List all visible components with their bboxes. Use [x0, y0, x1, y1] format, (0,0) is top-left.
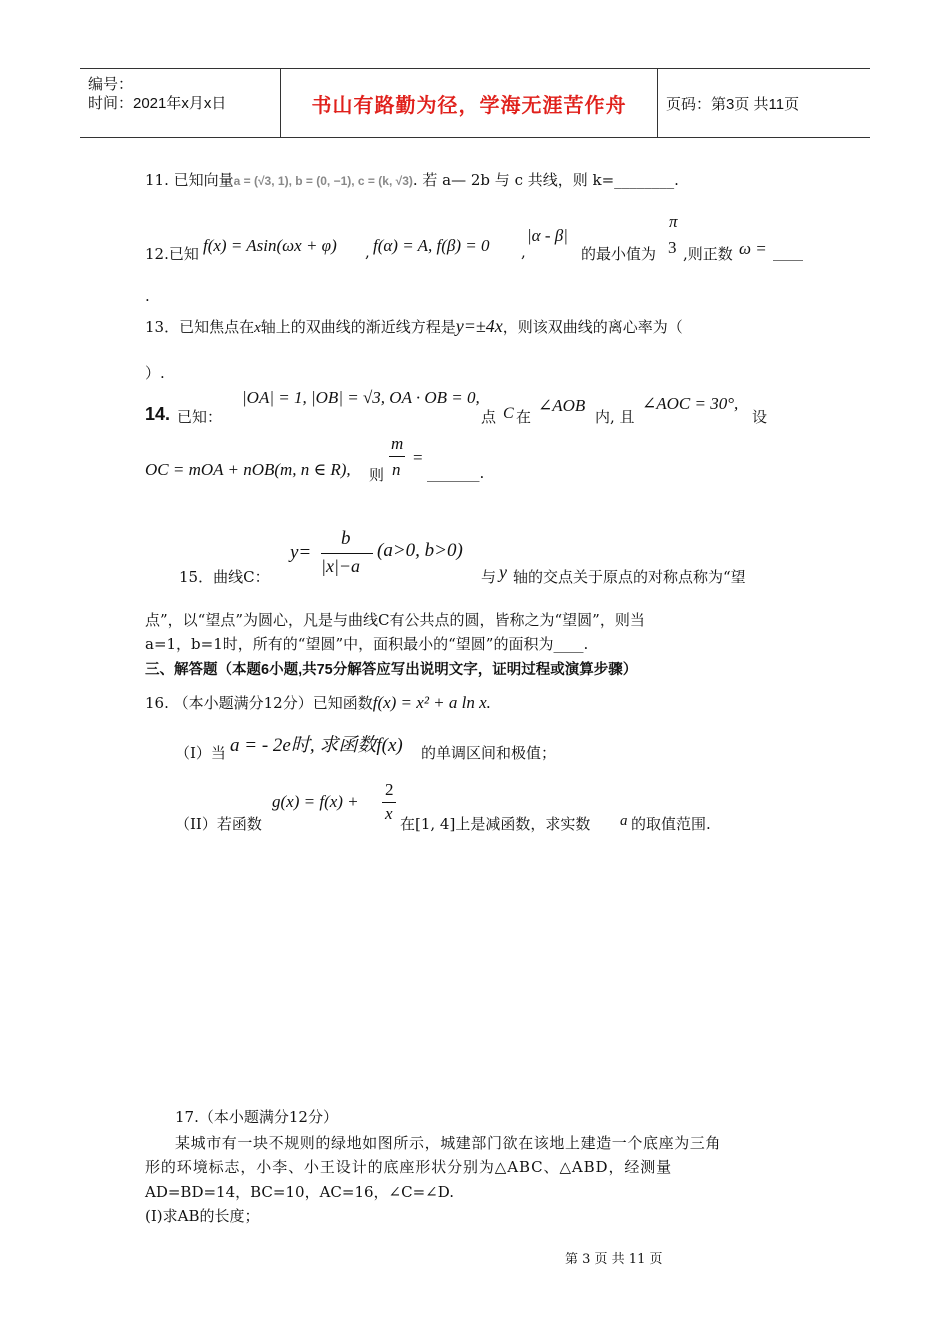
q14-frac-bar [389, 456, 405, 457]
q15-y: y= [290, 542, 312, 563]
q15-prefix: 15．曲线C： [179, 568, 270, 586]
q16-g-num: 2 [385, 780, 394, 799]
q17-line2: 形的环境标志，小李、小王设计的底座形状分别为△ABC、△ABD，经测量 [145, 1158, 673, 1176]
q15-mid: 与 [481, 568, 497, 586]
q14-known: 已知： [177, 408, 223, 426]
q16-g-den: x [385, 804, 393, 823]
q14-set: 设 [752, 408, 768, 426]
q11-vectors: a = (√3, 1), b = (0, −1), c = (k, √3) [233, 174, 413, 188]
question-13 [145, 316, 683, 337]
page-footer: 第 3 页 共 11 页 [565, 1252, 663, 1267]
q14-cond: |OA| = 1, |OB| = √3, OA · OB = 0, [242, 388, 480, 407]
q13-x: x [254, 320, 261, 336]
q11-suffix: . 若 a— 2b 与 c 共线，则 k=________. [412, 171, 679, 189]
q16-p1-prefix: （I）当 [175, 744, 226, 762]
q16-prefix: 16. （本小题满分12分）已知函数 [145, 694, 373, 712]
q14-angle: ∠AOB [538, 396, 586, 415]
header-table [80, 68, 870, 138]
q12-abs: |α - β| [527, 226, 568, 245]
q12-mid: 的最小值为 [581, 245, 657, 263]
q13-line1-c: ，则该双曲线的离心率为（ [502, 318, 683, 336]
q16-func: f(x) = x² + a ln x. [372, 693, 491, 712]
q15-tail: 轴的交点关于原点的对称点称为“望 [513, 568, 746, 586]
q16-p2-tail: 的取值范围. [631, 815, 711, 833]
q16-g-def: g(x) = f(x) + [272, 792, 359, 811]
q12-dot: . [145, 287, 150, 305]
q14-angle2: ∠AOC = 30°, [642, 394, 739, 413]
q12-prefix: 12.已知 [145, 245, 199, 263]
q15-cond: (a>0, b>0) [377, 540, 463, 561]
q12-pi: π [669, 212, 678, 231]
q15-frac-bar [321, 553, 373, 554]
q14-then: 则 [369, 466, 385, 484]
q16-p2-a: a [620, 813, 628, 829]
motto: 书山有路勤为径，学海无涯苦作舟 [281, 69, 658, 137]
q14-C: C [503, 405, 514, 422]
q13-eq: y=±4x [455, 316, 503, 336]
q14-label: 14. [145, 404, 171, 424]
q17-line4: (I)求AB的长度； [145, 1207, 260, 1225]
q16-p2-suffix: 在[1, 4]上是减函数，求实数 [400, 815, 591, 833]
q16-p2-prefix: （II）若函数 [175, 815, 262, 833]
q17-title: 17.（本小题满分12分） [175, 1108, 338, 1126]
q14-n: n [392, 460, 401, 479]
q14-oc: OC = mOA + nOB(m, n ∈ R), [145, 460, 351, 479]
page-info: 页码：第3页 共11页 [666, 95, 800, 113]
q15-line2: 点”，以“望点”为圆心，凡是与曲线C有公共点的圆，皆称之为“望圆”，则当 [145, 611, 645, 629]
q14-eq: = [413, 448, 423, 467]
q16-part-2 [175, 778, 795, 838]
q12-cond: f(α) = A, f(β) = 0 [373, 236, 490, 255]
q12-omega: ω = [739, 239, 767, 258]
q17-line1: 某城市有一块不规则的绿地如图所示，城建部门欲在该地上建造一个底座为三角 [175, 1134, 722, 1152]
q16-p1-suffix: 的单调区间和极值； [421, 744, 557, 762]
q14-in: 在 [516, 408, 532, 426]
q17-line3: AD=BD=14，BC=10，AC=16，∠C=∠D. [145, 1183, 454, 1201]
q11-prefix: 11. 已知向量 [145, 171, 234, 189]
q15-yaxis: y [499, 562, 507, 582]
q12-three: 3 [668, 238, 677, 257]
question-14 [145, 386, 845, 496]
q14-m: m [391, 434, 404, 453]
question-11 [145, 169, 679, 190]
q15-num: b [341, 528, 351, 549]
q12-f-def: f(x) = Asin(ωx + φ) [203, 236, 337, 255]
question-16 [145, 692, 491, 713]
q16-part-1 [175, 728, 735, 762]
q16-frac-bar [382, 802, 396, 803]
q13-line1-b: 轴上的双曲线的渐近线方程是 [260, 318, 456, 336]
q13-line2: ）. [145, 364, 165, 382]
q12-blank: ____ [773, 243, 803, 261]
header-meta-cell [80, 69, 281, 137]
section-3-title: 三、解答题（本题6小题,共75分解答应写出说明文字，证明过程或演算步骤） [145, 662, 638, 678]
q14-inside: 内, 且 [595, 408, 635, 426]
code-label: 编号： [88, 76, 134, 93]
q15-den: |x|−a [321, 556, 361, 576]
q16-p1-cond: a = - 2e时, 求函数f(x) [230, 735, 403, 756]
time-label: 时间：2021年x月x日 [88, 95, 227, 112]
question-15 [145, 528, 845, 658]
q15-line3: a=1，b=1时，所有的“望圆”中，面积最小的“望圆”的面积为____. [145, 635, 589, 653]
q12-tail: ,则正数 [683, 245, 733, 263]
q13-line1-a: 13．已知焦点在 [145, 318, 255, 336]
q14-blank: _______. [427, 464, 485, 482]
q14-pt: 点 [481, 408, 497, 426]
